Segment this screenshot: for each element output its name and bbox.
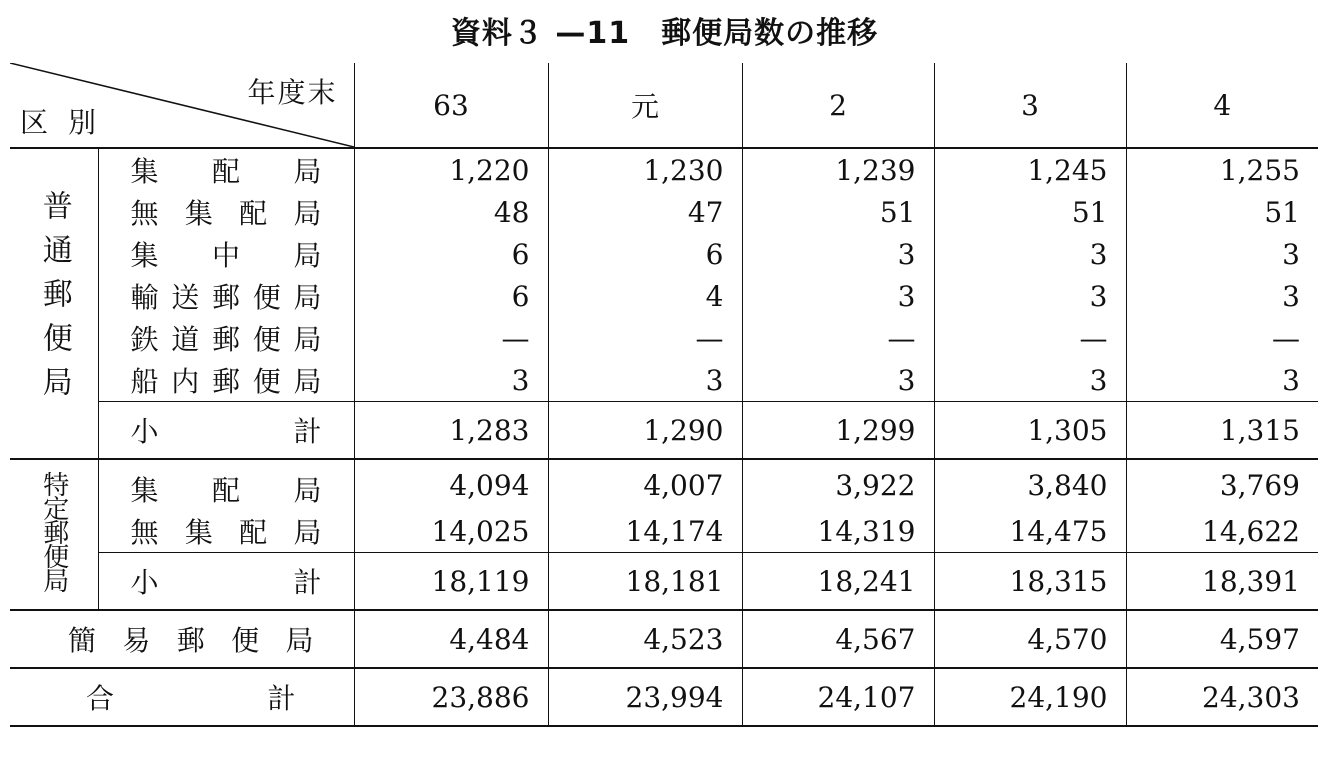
cell-value: 14,475 bbox=[934, 510, 1126, 553]
cell-value: 14,319 bbox=[742, 510, 934, 553]
header-year-4: 4 bbox=[1126, 63, 1318, 148]
cell-value: 51 bbox=[934, 191, 1126, 233]
cell-value: 4,570 bbox=[934, 610, 1126, 668]
cell-value: 14,174 bbox=[548, 510, 742, 553]
post-office-count-table bbox=[10, 63, 1318, 727]
cell-value: 18,241 bbox=[742, 553, 934, 611]
row-label: 合計 bbox=[10, 668, 354, 726]
cell-value: 48 bbox=[354, 191, 548, 233]
header-year-3: 3 bbox=[934, 63, 1126, 148]
cell-value: 3 bbox=[742, 233, 934, 275]
table-row bbox=[10, 233, 1318, 275]
group-label: 特定郵便局 bbox=[38, 471, 69, 591]
header-year-63: 63 bbox=[354, 63, 548, 148]
cell-value: 1,305 bbox=[934, 402, 1126, 460]
cell-value: 1,299 bbox=[742, 402, 934, 460]
cell-value: 6 bbox=[354, 275, 548, 317]
cell-value: 3,922 bbox=[742, 459, 934, 510]
subtotal-row bbox=[10, 553, 1318, 611]
row-label: 小計 bbox=[98, 553, 354, 611]
cell-value: 23,886 bbox=[354, 668, 548, 726]
table-row bbox=[10, 317, 1318, 359]
cell-value: 14,025 bbox=[354, 510, 548, 553]
header-row bbox=[10, 63, 1318, 148]
table-row bbox=[10, 359, 1318, 402]
table-row bbox=[10, 510, 1318, 553]
cell-value: — bbox=[934, 317, 1126, 359]
cell-value: 4 bbox=[548, 275, 742, 317]
row-label: 集配局 bbox=[98, 459, 354, 510]
cell-value: 3,769 bbox=[1126, 459, 1318, 510]
cell-value: 1,315 bbox=[1126, 402, 1318, 460]
cell-value: 51 bbox=[1126, 191, 1318, 233]
row-label: 船内郵便局 bbox=[98, 359, 354, 402]
cell-value: 1,283 bbox=[354, 402, 548, 460]
cell-value: 4,523 bbox=[548, 610, 742, 668]
header-year-gan: 元 bbox=[548, 63, 742, 148]
cell-value: 24,303 bbox=[1126, 668, 1318, 726]
row-label: 無集配局 bbox=[98, 191, 354, 233]
cell-value: 3 bbox=[934, 275, 1126, 317]
total-row bbox=[10, 668, 1318, 726]
cell-value: 3 bbox=[742, 275, 934, 317]
cell-value: 4,094 bbox=[354, 459, 548, 510]
cell-value: 1,255 bbox=[1126, 148, 1318, 191]
table-title: 資料３ —11 郵便局数の推移 bbox=[450, 16, 879, 51]
cell-value: 3 bbox=[934, 233, 1126, 275]
cell-value: 3 bbox=[354, 359, 548, 402]
cell-value: — bbox=[742, 317, 934, 359]
table-row bbox=[10, 191, 1318, 233]
row-label: 簡易郵便局 bbox=[10, 610, 354, 668]
cell-value: 1,230 bbox=[548, 148, 742, 191]
group-futsu-yubinkyoku bbox=[10, 148, 98, 459]
cell-value: 3 bbox=[1126, 359, 1318, 402]
row-label: 小計 bbox=[98, 402, 354, 460]
cell-value: 18,119 bbox=[354, 553, 548, 611]
cell-value: 4,484 bbox=[354, 610, 548, 668]
cell-value: 1,239 bbox=[742, 148, 934, 191]
cell-value: 6 bbox=[548, 233, 742, 275]
cell-value: 3 bbox=[742, 359, 934, 402]
table-row bbox=[10, 275, 1318, 317]
cell-value: 14,622 bbox=[1126, 510, 1318, 553]
cell-value: 51 bbox=[742, 191, 934, 233]
row-label: 鉄道郵便局 bbox=[98, 317, 354, 359]
cell-value: 4,567 bbox=[742, 610, 934, 668]
cell-value: 47 bbox=[548, 191, 742, 233]
cell-value: 4,007 bbox=[548, 459, 742, 510]
header-year-2: 2 bbox=[742, 63, 934, 148]
group-label: 普通郵便局 bbox=[36, 190, 72, 410]
header-category: 区別 bbox=[20, 106, 117, 139]
cell-value: 18,315 bbox=[934, 553, 1126, 611]
cell-value: 1,245 bbox=[934, 148, 1126, 191]
header-fiscal-year-end: 年度末 bbox=[247, 76, 338, 109]
cell-value: 1,290 bbox=[548, 402, 742, 460]
header-corner-cell bbox=[10, 63, 354, 148]
table-row bbox=[10, 610, 1318, 668]
row-label: 集配局 bbox=[98, 148, 354, 191]
cell-value: 3 bbox=[1126, 275, 1318, 317]
cell-value: 1,220 bbox=[354, 148, 548, 191]
group-tokutei-yubinkyoku bbox=[10, 459, 98, 610]
row-label: 輸送郵便局 bbox=[98, 275, 354, 317]
row-label: 無集配局 bbox=[98, 510, 354, 553]
cell-value: 3,840 bbox=[934, 459, 1126, 510]
table-row bbox=[10, 459, 1318, 510]
cell-value: 3 bbox=[1126, 233, 1318, 275]
cell-value: — bbox=[1126, 317, 1318, 359]
cell-value: — bbox=[548, 317, 742, 359]
table-row bbox=[10, 148, 1318, 191]
cell-value: 23,994 bbox=[548, 668, 742, 726]
cell-value: 3 bbox=[548, 359, 742, 402]
cell-value: 4,597 bbox=[1126, 610, 1318, 668]
row-label: 集中局 bbox=[98, 233, 354, 275]
cell-value: 24,107 bbox=[742, 668, 934, 726]
cell-value: 18,181 bbox=[548, 553, 742, 611]
subtotal-row bbox=[10, 402, 1318, 460]
cell-value: 6 bbox=[354, 233, 548, 275]
cell-value: 3 bbox=[934, 359, 1126, 402]
cell-value: 18,391 bbox=[1126, 553, 1318, 611]
cell-value: 24,190 bbox=[934, 668, 1126, 726]
cell-value: — bbox=[354, 317, 548, 359]
